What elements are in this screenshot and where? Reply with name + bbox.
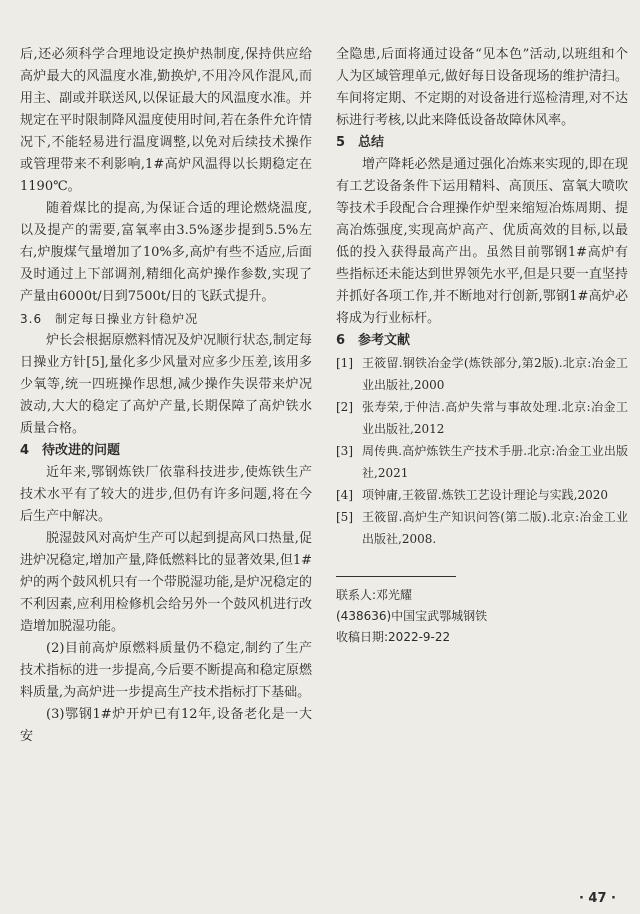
body-paragraph: 增产降耗必然是通过强化冶炼来实现的,即在现有工艺设备条件下运用精料、高顶压、富氧大喷吹等技术手段配合合理操作炉型来缩短冶炼周期、提高冶炼强度,实现高炉高产、优质高效的目标,以最低的投入获得最高产出。虽然目前鄂钢1#高炉有些指标还未能达到世界领先水平,但是只要一直坚持并抓好各项工作,并不断地对行创新,鄂钢1#高炉必将成为行业标杆。 [336,157,628,326]
reference-text: 项钟庸,王筱留.炼铁工艺设计理论与实践,2020 [362,488,608,502]
body-paragraph: 后,还必须科学合理地设定换炉热制度,保持供应给高炉最大的风温度水准,勤换炉,不用冷风作混风,而用主、副或并联送风,以保证最大的风温度水准。并规定在平时限制降风温度使用时间,若在条件允许情况下,不能轻易进行温度调整,以免对后续技术操作或管理带来不利影响,1#高炉风温得以长期稳定在1190℃。 [20,47,312,194]
footnote-divider [336,576,456,577]
body-paragraph: 全隐患,后面将通过设备“见本色”活动,以班组和个人为区域管理单元,做好每日设备现场的维护清扫。车间将定期、不定期的对设备进行巡检清理,对不达标进行考核,以此来降低设备故障休风率。 [336,47,628,128]
subsection-heading: 3.6 制定每日操业方针稳炉况 [20,312,199,326]
reference-text: 王筱留.钢铁冶金学(炼铁部分,第2版).北京:冶金工业出版社,2000 [362,356,628,392]
contact-person: 联系人:邓光耀 [336,588,413,602]
reference-number: [3] [336,444,353,458]
reference-item [336,396,628,440]
reference-text: 王筱留.高炉生产知识问答(第二版).北京:冶金工业出版社,2008. [362,510,628,546]
reference-number: [1] [336,356,353,370]
reference-list [336,352,628,550]
received-date: 收稿日期:2022-9-22 [336,630,451,644]
body-paragraph: 炉长会根据原燃料情况及炉况顺行状态,制定每日操业方针[5],量化多少风量对应多少压差,该用多少氧等,统一四班操作思想,减少操作失误带来炉况波动,大大的稳定了高炉产量,长期保障了高炉铁水质量合格。 [20,333,312,436]
right-column [336,44,628,648]
reference-number: [4] [336,488,353,502]
reference-item [336,440,628,484]
reference-text: 周传典.高炉炼铁生产技术手册.北京:冶金工业出版社,2021 [362,444,628,480]
reference-item [336,352,628,396]
left-column [20,44,312,748]
body-paragraph: (2)目前高炉原燃料质量仍不稳定,制约了生产技术指标的进一步提高,今后要不断提高和稳定原燃料质量,为高炉进一步提高生产技术指标打下基础。 [20,641,312,700]
reference-text: 张寿荣,于仲洁.高炉失常与事故处理.北京:冶金工业出版社,2012 [362,400,628,436]
page-number: · 47 · [578,891,616,906]
reference-item [336,506,628,550]
reference-item [336,484,628,506]
references-heading: 6 参考文献 [336,333,411,348]
contact-info [336,585,628,648]
body-paragraph: 随着煤比的提高,为保证合适的理论燃烧温度,以及提产的需要,富氧率由3.5%逐步提到5.5%左右,炉腹煤气量增加了10%多,高炉有些不适应,后面及时通过上下部调剂,精细化高炉操作参数,实现了产量由6000t/日到7500t/日的飞跃式提升。 [20,201,312,304]
reference-number: [2] [336,400,353,414]
section-heading: 5 总结 [336,135,385,150]
body-paragraph: 近年来,鄂钢炼铁厂依靠科技进步,使炼铁生产技术水平有了较大的进步,但仍有许多问题,将在今后生产中解决。 [20,465,312,524]
reference-number: [5] [336,510,353,524]
body-paragraph: (3)鄂钢1#炉开炉已有12年,设备老化是一大安 [20,707,312,744]
body-paragraph: 脱湿鼓风对高炉生产可以起到提高风口热量,促进炉况稳定,增加产量,降低燃料比的显著效果,但1#炉的两个鼓风机只有一个带脱湿功能,是炉况稳定的不利因素,应利用检修机会给另外一个鼓风机进行改造增加脱湿功能。 [20,531,312,634]
section-heading: 4 待改进的问题 [20,443,121,458]
contact-address: (438636)中国宝武鄂城钢铁 [336,609,488,623]
